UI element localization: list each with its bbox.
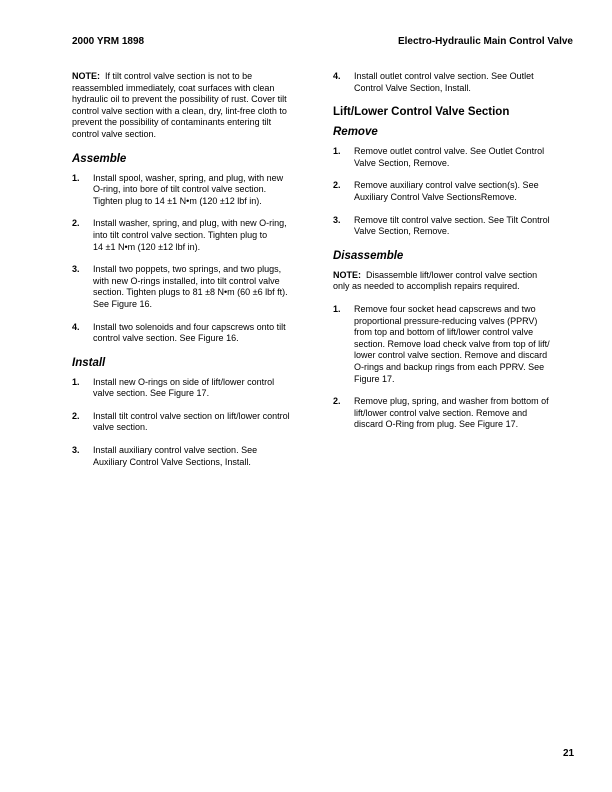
- note-line: control valve section.: [72, 128, 157, 139]
- note-line: only as needed to accomplish repairs required.: [333, 281, 520, 292]
- step-line: Install new O-rings on side of lift/lower control: [93, 376, 275, 387]
- step-line: valve section.: [93, 422, 148, 433]
- note-label: NOTE:: [72, 71, 100, 81]
- page-number: 21: [563, 748, 575, 759]
- section-title: Lift/Lower Control Valve Section: [333, 106, 510, 119]
- tilt-valve-note: [72, 71, 318, 141]
- step-number: 4.: [333, 71, 341, 81]
- note-line: prevent the possibility of contaminants entering tilt: [72, 117, 272, 128]
- step-line: Install tilt control valve section on lift/lower control: [93, 410, 290, 421]
- left-column: [72, 71, 318, 479]
- remove-step: [333, 215, 575, 238]
- step-line: Auxiliary Control Valve Sections, Install.: [93, 456, 251, 467]
- step-line: from top and bottom of lift/lower control valve: [354, 327, 534, 338]
- assemble-step: [72, 322, 318, 345]
- step-number: 1.: [333, 303, 341, 314]
- header-section-title: Electro-Hydraulic Main Control Valve: [397, 36, 573, 47]
- step-number: 2.: [333, 396, 341, 407]
- step-line: 14 ±1 N•m (120 ±12 lbf in).: [93, 241, 201, 252]
- right-column: [333, 71, 575, 442]
- step-line: valve section. See Figure 17.: [93, 388, 210, 399]
- note-line: reassembled immediately, coat surfaces with clean: [72, 82, 275, 93]
- remove-step: [333, 180, 575, 203]
- step-line: Remove four socket head capscrews and two: [354, 303, 536, 314]
- step-number: 3.: [333, 214, 341, 225]
- step-number: 2.: [72, 218, 80, 229]
- step-line: Install outlet control valve section. See Outlet: [354, 71, 534, 81]
- step-line: proportional pressure-reducing valves (PPRV): [354, 315, 538, 326]
- step-line: O-ring, into bore of tilt control valve section.: [93, 184, 267, 195]
- step-line: Auxiliary Control Valve SectionsRemove.: [354, 191, 517, 202]
- note-line: control valve section with a clean, dry, lint-free cloth to: [72, 105, 287, 116]
- step-line: section. Remove load check valve from top of lift/: [354, 338, 550, 349]
- assemble-step: [72, 173, 318, 208]
- step-line: Install two poppets, two springs, and two plugs,: [93, 264, 282, 275]
- step-line: Install two solenoids and four capscrews onto tilt: [93, 321, 286, 332]
- install-step: [72, 377, 318, 400]
- remove-step: [333, 146, 575, 169]
- step-number: 4.: [72, 321, 80, 332]
- step-number: 2.: [333, 180, 341, 191]
- step-line: discard O-Ring from plug. See Figure 17.: [354, 419, 519, 430]
- step-line: Remove outlet control valve. See Outlet Control: [354, 146, 545, 157]
- note-line: Disassemble lift/lower control valve section: [366, 269, 538, 280]
- step-line: O-rings and backup rings from each PPRV. See: [354, 361, 545, 372]
- step-line: Install spool, washer, spring, and plug, with new: [93, 172, 284, 183]
- remove-heading: Remove: [333, 126, 378, 139]
- step-number: 1.: [72, 376, 80, 387]
- step-line: Remove plug, spring, and washer from bottom of: [354, 396, 549, 407]
- step-number: 1.: [333, 146, 341, 157]
- disassemble-heading: Disassemble: [333, 249, 404, 262]
- step-line: Remove auxiliary control valve section(s). See: [354, 180, 539, 191]
- step-line: Install auxiliary control valve section. See: [93, 445, 258, 456]
- step-line: Install washer, spring, and plug, with new O-ring,: [93, 218, 287, 229]
- note-line: If tilt control valve section is not to be: [105, 71, 253, 81]
- step-line: lift/lower control valve section. Remove and: [354, 407, 528, 418]
- install-step: [72, 445, 318, 468]
- note-label: NOTE:: [333, 269, 361, 280]
- step-line: Valve Section, Remove.: [354, 226, 450, 237]
- assemble-step: [72, 218, 318, 253]
- disassemble-step: [333, 304, 575, 385]
- step-line: with new O-rings installed, into tilt control valve: [93, 275, 280, 286]
- header-document-code: 2000 YRM 1898: [72, 36, 145, 47]
- assemble-heading: Assemble: [72, 152, 127, 165]
- step-line: See Figure 16.: [93, 298, 153, 309]
- step-number: 3.: [72, 264, 80, 275]
- install-step-continued: [333, 71, 575, 94]
- step-line: section. Tighten plugs to 81 ±8 N•m (60 ±6 lbf ft).: [93, 287, 288, 298]
- step-line: control valve section. See Figure 16.: [93, 333, 239, 344]
- step-line: lower control valve section. Remove and discard: [354, 350, 548, 361]
- step-number: 1.: [72, 172, 80, 183]
- step-line: into tilt control valve section. Tighten plug to: [93, 229, 268, 240]
- step-line: Tighten plug to 14 ±1 N•m (120 ±12 lbf in).: [93, 195, 262, 206]
- disassemble-note: [333, 270, 575, 293]
- step-line: Valve Section, Remove.: [354, 157, 450, 168]
- disassemble-step: [333, 396, 575, 431]
- install-step: [72, 411, 318, 434]
- step-line: Control Valve Section, Install.: [354, 82, 471, 93]
- step-line: Figure 17.: [354, 373, 395, 384]
- step-number: 3.: [72, 445, 80, 456]
- step-number: 2.: [72, 410, 80, 421]
- note-line: hydraulic oil to prevent the possibility of rust. Cover tilt: [72, 94, 287, 105]
- install-heading: Install: [72, 356, 106, 369]
- assemble-step: [72, 264, 318, 310]
- step-line: Remove tilt control valve section. See Tilt Control: [354, 214, 550, 225]
